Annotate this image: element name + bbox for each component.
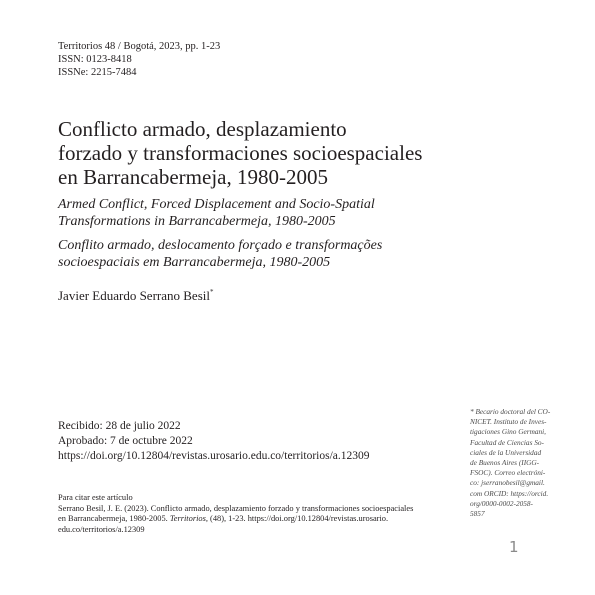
footnote-line: ciales de la Universidad — [470, 447, 542, 457]
page-number: 1 — [509, 538, 519, 556]
publication-info — [58, 40, 220, 79]
journal-citation-line: Territorios 48 / Bogotá, 2023, pp. 1-23 — [58, 41, 221, 52]
title-pt-line: Conflito armado, deslocamento forçado e transformações — [58, 238, 383, 253]
article-dates — [58, 419, 370, 464]
title-en-line: Armed Conflict, Forced Displacement and Socio-Spatial — [58, 197, 375, 212]
received-date: Recibido: 28 de julio 2022 — [58, 420, 181, 432]
citation-text: en Barrancabermeja, 1980-2005. — [58, 514, 170, 524]
citation-heading: Para citar este artículo — [58, 493, 133, 502]
title-es-line: Conflicto armado, desplazamiento — [58, 117, 347, 141]
author-name — [58, 288, 213, 304]
footnote-line: org/0000-0002-2058- — [470, 498, 533, 508]
footnote-line: FSOC). Correo electróni- — [470, 468, 546, 478]
issn: ISSN: 0123-8418 — [58, 54, 132, 65]
title-es-line: forzado y transformaciones socioespaciales — [58, 141, 423, 165]
footnote-line: Facultad de Ciencias So- — [470, 437, 544, 447]
issne: ISSNe: 2215-7484 — [58, 67, 137, 78]
author-footnote — [470, 407, 570, 519]
citation-journal-name: Territorios, — [169, 514, 208, 524]
footnote-line: tigaciones Gino Germani, — [470, 427, 547, 437]
footnote-line: * Becario doctoral del CO- — [470, 407, 551, 416]
footnote-line: NICET. Instituto de Inves- — [470, 417, 547, 427]
footnote-line: co: jserranobesil@gmail. — [470, 478, 545, 488]
citation-block — [58, 493, 458, 535]
citation-line: Serrano Besil, J. E. (2023). Conflicto armado, desplazamiento forzado y transformaciones socioespaciales — [58, 503, 414, 513]
article-title-spanish — [58, 117, 458, 189]
footnote-line: 5857 — [470, 509, 485, 519]
approved-date: Aprobado: 7 de octubre 2022 — [58, 435, 193, 447]
doi-link[interactable]: https://doi.org/10.12804/revistas.urosario.edu.co/territorios/a.12309 — [58, 450, 370, 462]
citation-line: edu.co/territorios/a.12309 — [58, 524, 145, 534]
citation-text: (48), 1-23. https://doi.org/10.12804/revistas.urosario. — [207, 514, 389, 524]
title-en-line: Transformations in Barrancabermeja, 1980-2005 — [58, 214, 336, 229]
author-footnote-marker: * — [209, 288, 214, 296]
footnote-line: de Buenos Aires (IIGG- — [470, 458, 540, 468]
article-title-english — [58, 196, 458, 230]
title-es-line: en Barrancabermeja, 1980-2005 — [58, 165, 328, 189]
article-title-portuguese — [58, 237, 458, 271]
author-name-text: Javier Eduardo Serrano Besil — [58, 288, 210, 303]
title-pt-line: socioespaciais em Barrancabermeja, 1980-2005 — [58, 255, 331, 270]
footnote-line: com ORCID: https://orcid. — [470, 488, 549, 498]
citation-line — [58, 514, 458, 525]
